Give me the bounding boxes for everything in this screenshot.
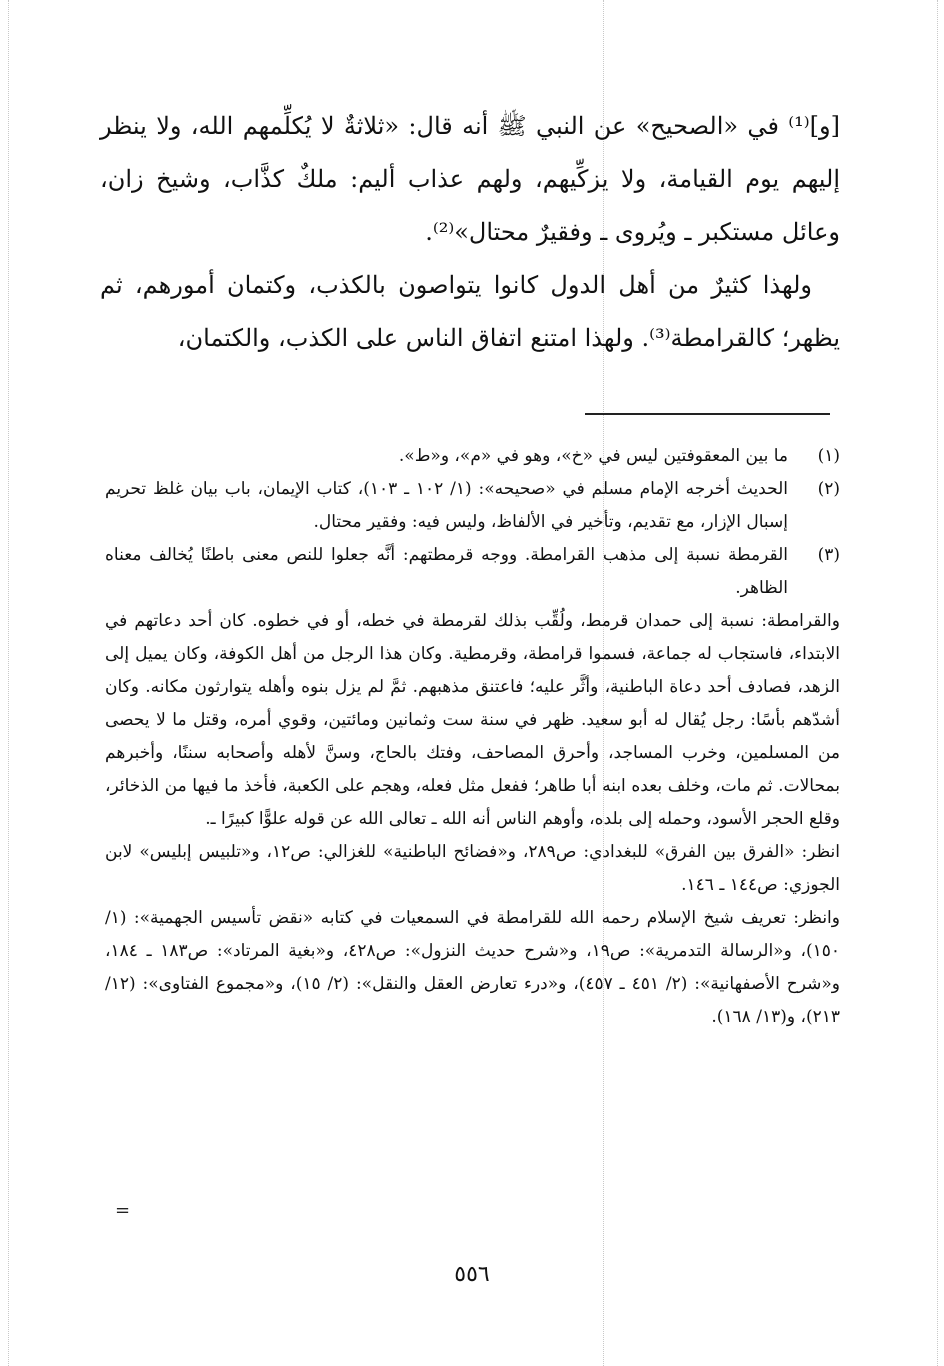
footnote-2	[105, 473, 840, 539]
footnote-number: (٢)	[817, 479, 840, 499]
footnote-3-references-1: انظر: «الفرق بين الفرق» للبغدادي: ص٢٨٩، و«فضائح الباطنية» للغزالي: ص١٢، و«تلبيس إبليس» لابن الجوزي: ص١٤٤ ـ ١٤٦.	[105, 842, 841, 895]
margin-guide-right	[937, 0, 938, 1366]
margin-guide-left	[8, 0, 9, 1366]
footnote-text: الحديث أخرجه الإمام مسلم في «صحيحه»: (١/ ١٠٢ ـ ١٠٣)، كتاب الإيمان، باب بيان غلظ تحريم إسبال الإزار، مع تقديم، وتأخير في الألفاظ، وليس فيه: وفقير محتال.	[105, 479, 788, 532]
main-text	[100, 100, 840, 365]
footnotes	[105, 440, 840, 1034]
main-paragraph-2: ولهذا كثيرٌ من أهل الدول كانوا يتواصون بالكذب، وكتمان أمورهم، ثم يظهر؛ كالقرامطة⁽³⁾. ولهذا امتنع اتفاق الناس على الكذب، والكتمان،	[100, 271, 840, 352]
page-number: ٥٥٦	[454, 1262, 490, 1287]
footnote-separator	[585, 413, 830, 415]
footnote-text: القرمطة نسبة إلى مذهب القرامطة. ووجه قرمطتهم: أنَّه جعلوا للنص معنى باطنًا يُخالف معناه الظاهر.	[105, 545, 788, 598]
footnote-number: (٣)	[817, 545, 840, 565]
footnote-3-continuation-1: والقرامطة: نسبة إلى حمدان قرمط، ولُقِّب بذلك لقرمطة في خطه، أو في خطوه. كان أحد دعاتهم في الابتداء، فاستجاب له جماعة، فسموا قرامطة، وقرمطية. وكان هذا الرجل من أهل الكوفة، وكان يميل إلى الزهد، فصادف أحد دعاة الباطنية، وأثَّر عليه؛ فاعتنق مذهبهم. ثمَّ لم يزل بنوه وأهله يتوارثون مكانه. وكان أشدّهم بأسًا: رجل يُقال له أبو سعيد. ظهر في سنة ست وثمانين ومائتين، وقوي أمره، وقتل ما لا يحصى من المسلمين، وخرب المساجد، وأحرق المصاحف، وفتك بالحاج، وسنَّ لأهله وأصحابه سننًا، وأخبرهم بمحالات. ثم مات، وخلف بعده ابنه أبا طاهر؛ ففعل مثل فعله، وهجم على الكعبة، فأخذ ما فيها من الذخائر، وقلع الحجر الأسود، وحمله إلى بلده، وأوهم الناس أنه الله ـ تعالى الله عن قوله علوًّا كبيرًا ـ.	[105, 611, 840, 829]
footnote-1	[105, 440, 840, 473]
footnote-text: ما بين المعقوفتين ليس في «خ»، وهو في «م»، و«ط».	[398, 446, 788, 466]
footnote-3	[105, 539, 840, 605]
footnote-3-references-2: وانظر: تعريف شيخ الإسلام رحمه الله للقرامطة في السمعيات في كتابه «نقض تأسيس الجهمية»: (١/ ١٥٠)، و«الرسالة التدمرية»: ص١٩، و«شرح حديث النزول»: ص٤٢٨، و«بغية المرتاد»: ص١٨٣ ـ ١٨٤، و«شرح الأصفهانية»: (٢/ ٤٥١ ـ ٤٥٧)، و«درء تعارض العقل والنقل»: (٢/ ١٥)، و«مجموع الفتاوى»: (١٢/ ٢١٣)، و(١٣/ ١٦٨).	[105, 908, 840, 1027]
main-paragraph-1: [و]⁽¹⁾ في «الصحيح» عن النبي ﷺ أنه قال: «ثلاثةٌ لا يُكلِّمهم الله، ولا ينظر إليهم يوم القيامة، ولا يزكِّيهم، ولهم عذاب أليم: ملكٌ كذَّاب، وشيخ زان، وعائل مستكبر ـ ويُروى ـ وفقيرٌ محتال»⁽²⁾.	[100, 112, 840, 246]
continuation-mark: =	[115, 1200, 131, 1221]
footnote-number: (١)	[817, 446, 840, 466]
